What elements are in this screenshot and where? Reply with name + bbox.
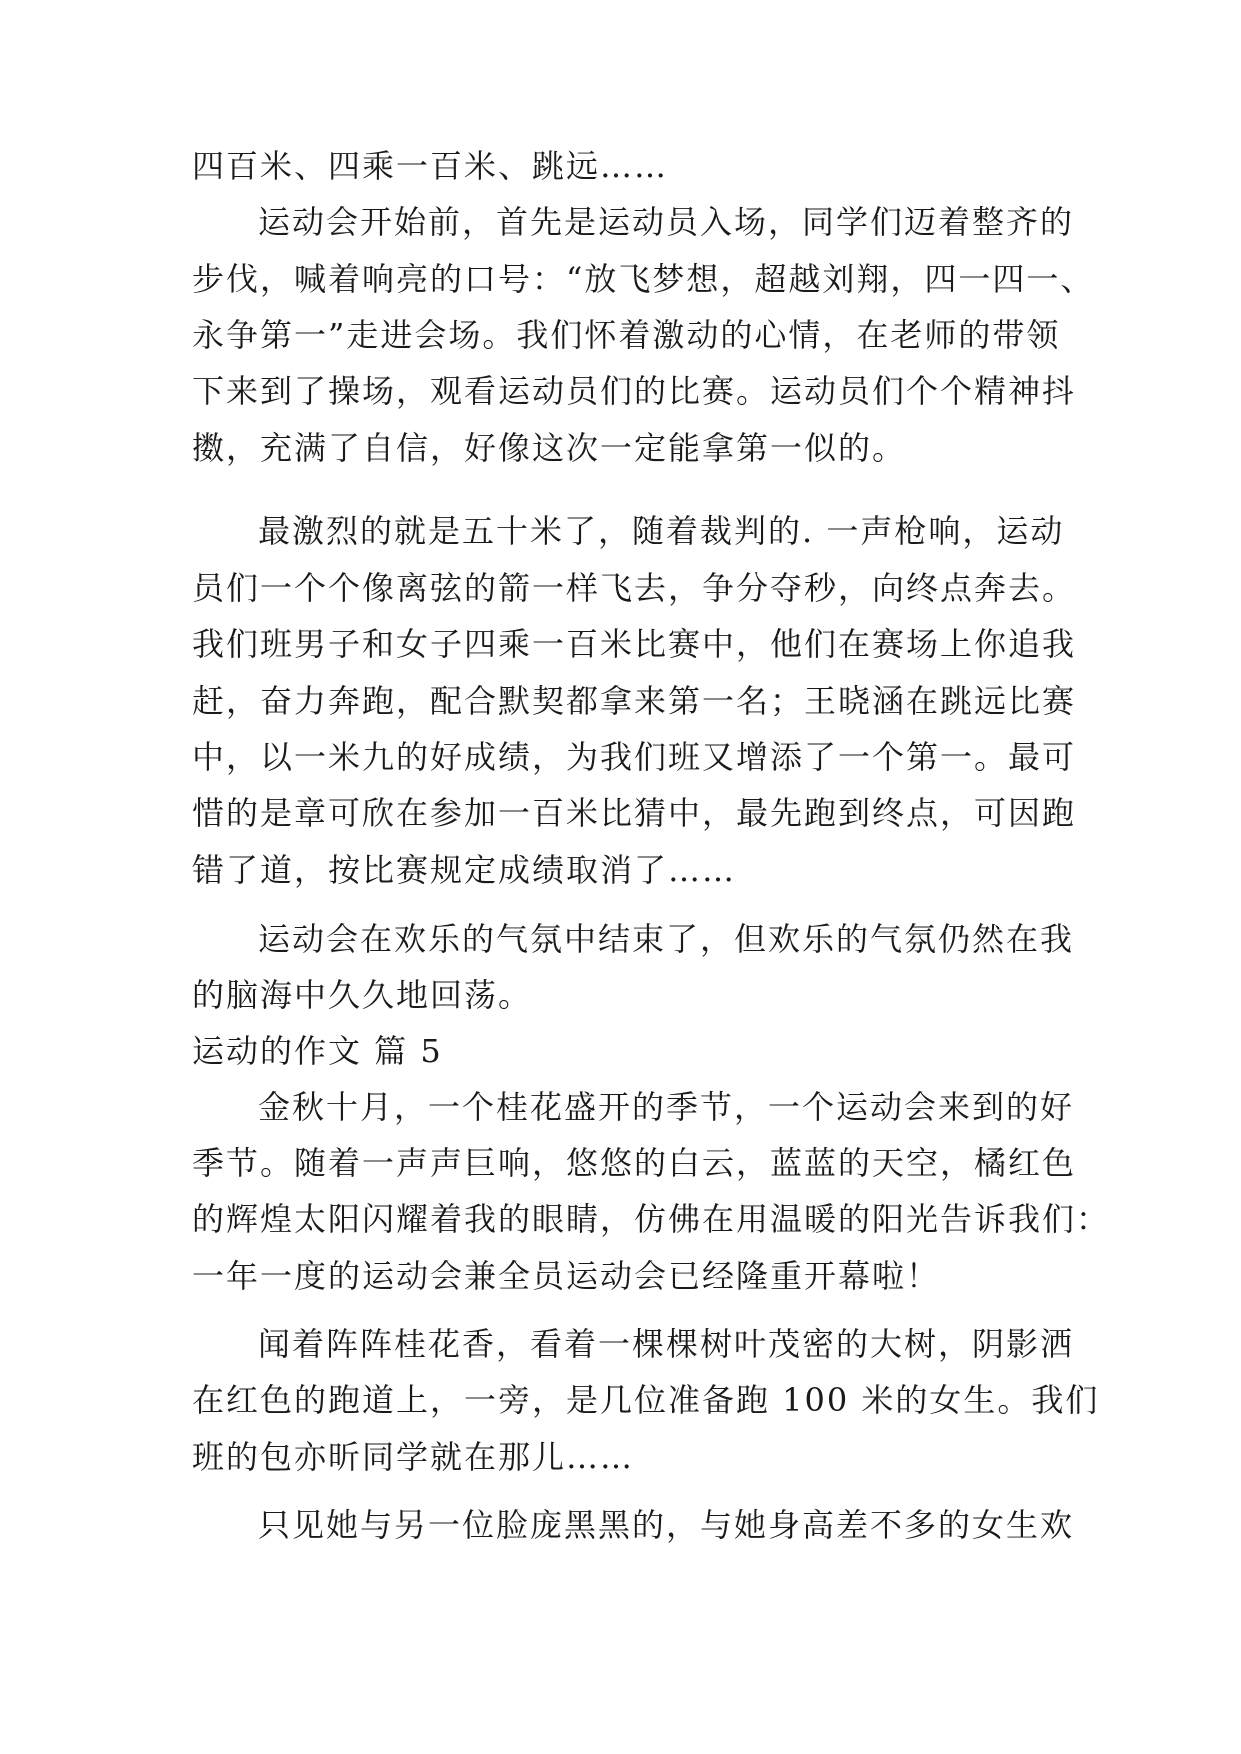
text-line: 在红色的跑道上，一旁，是几位准备跑 100 米的女生。我们: [192, 1381, 1100, 1419]
text-line: 季节。随着一声声巨响，悠悠的白云，蓝蓝的天空，橘红色: [192, 1144, 1077, 1182]
text-line: 四百米、四乘一百米、跳远……: [192, 147, 669, 185]
text-line: 惜的是章可欣在参加一百米比猜中，最先跑到终点，可因跑: [192, 794, 1077, 832]
section-heading: 运动的作文 篇 5: [192, 1032, 443, 1070]
text-line: 一年一度的运动会兼全员运动会已经隆重开幕啦！: [192, 1257, 941, 1295]
paragraph-start-line: 金秋十月，一个桂花盛开的季节，一个运动会来到的好: [258, 1088, 1075, 1126]
text-line: 的脑海中久久地回荡。: [192, 976, 533, 1014]
text-line: 我们班男子和女子四乘一百米比赛中，他们在赛场上你追我: [192, 625, 1077, 663]
text-line: 下来到了操场，观看运动员们的比赛。运动员们个个精神抖: [192, 372, 1077, 410]
text-line: 错了道，按比赛规定成绩取消了……: [192, 851, 737, 889]
paragraph-start-line: 运动会开始前，首先是运动员入场，同学们迈着整齐的: [258, 203, 1075, 241]
text-line: 班的包亦昕同学就在那儿……: [192, 1438, 635, 1476]
paragraph-start-line: 只见她与另一位脸庞黑黑的，与她身高差不多的女生欢: [258, 1506, 1075, 1544]
text-line: 的辉煌太阳闪耀着我的眼睛，仿佛在用温暖的阳光告诉我们：: [192, 1200, 1111, 1238]
text-line: 擞，充满了自信，好像这次一定能拿第一似的。: [192, 429, 907, 467]
text-line: 步伐，喊着响亮的口号：“放飞梦想，超越刘翔，四一四一、: [192, 260, 1095, 298]
text-line: 永争第一”走进会场。我们怀着激动的心情，在老师的带领: [192, 316, 1061, 354]
paragraph-start-line: 最激烈的就是五十米了，随着裁判的. 一声枪响，运动: [258, 512, 1065, 550]
paragraph-start-line: 运动会在欢乐的气氛中结束了，但欢乐的气氛仍然在我: [258, 920, 1075, 958]
text-line: 员们一个个像离弦的箭一样飞去，争分夺秒，向终点奔去。: [192, 569, 1077, 607]
text-line: 赶，奋力奔跑，配合默契都拿来第一名；王晓涵在跳远比赛: [192, 682, 1077, 720]
paragraph-start-line: 闻着阵阵桂花香，看着一棵棵树叶茂密的大树，阴影洒: [258, 1325, 1075, 1363]
text-line: 中，以一米九的好成绩，为我们班又增添了一个第一。最可: [192, 738, 1077, 776]
